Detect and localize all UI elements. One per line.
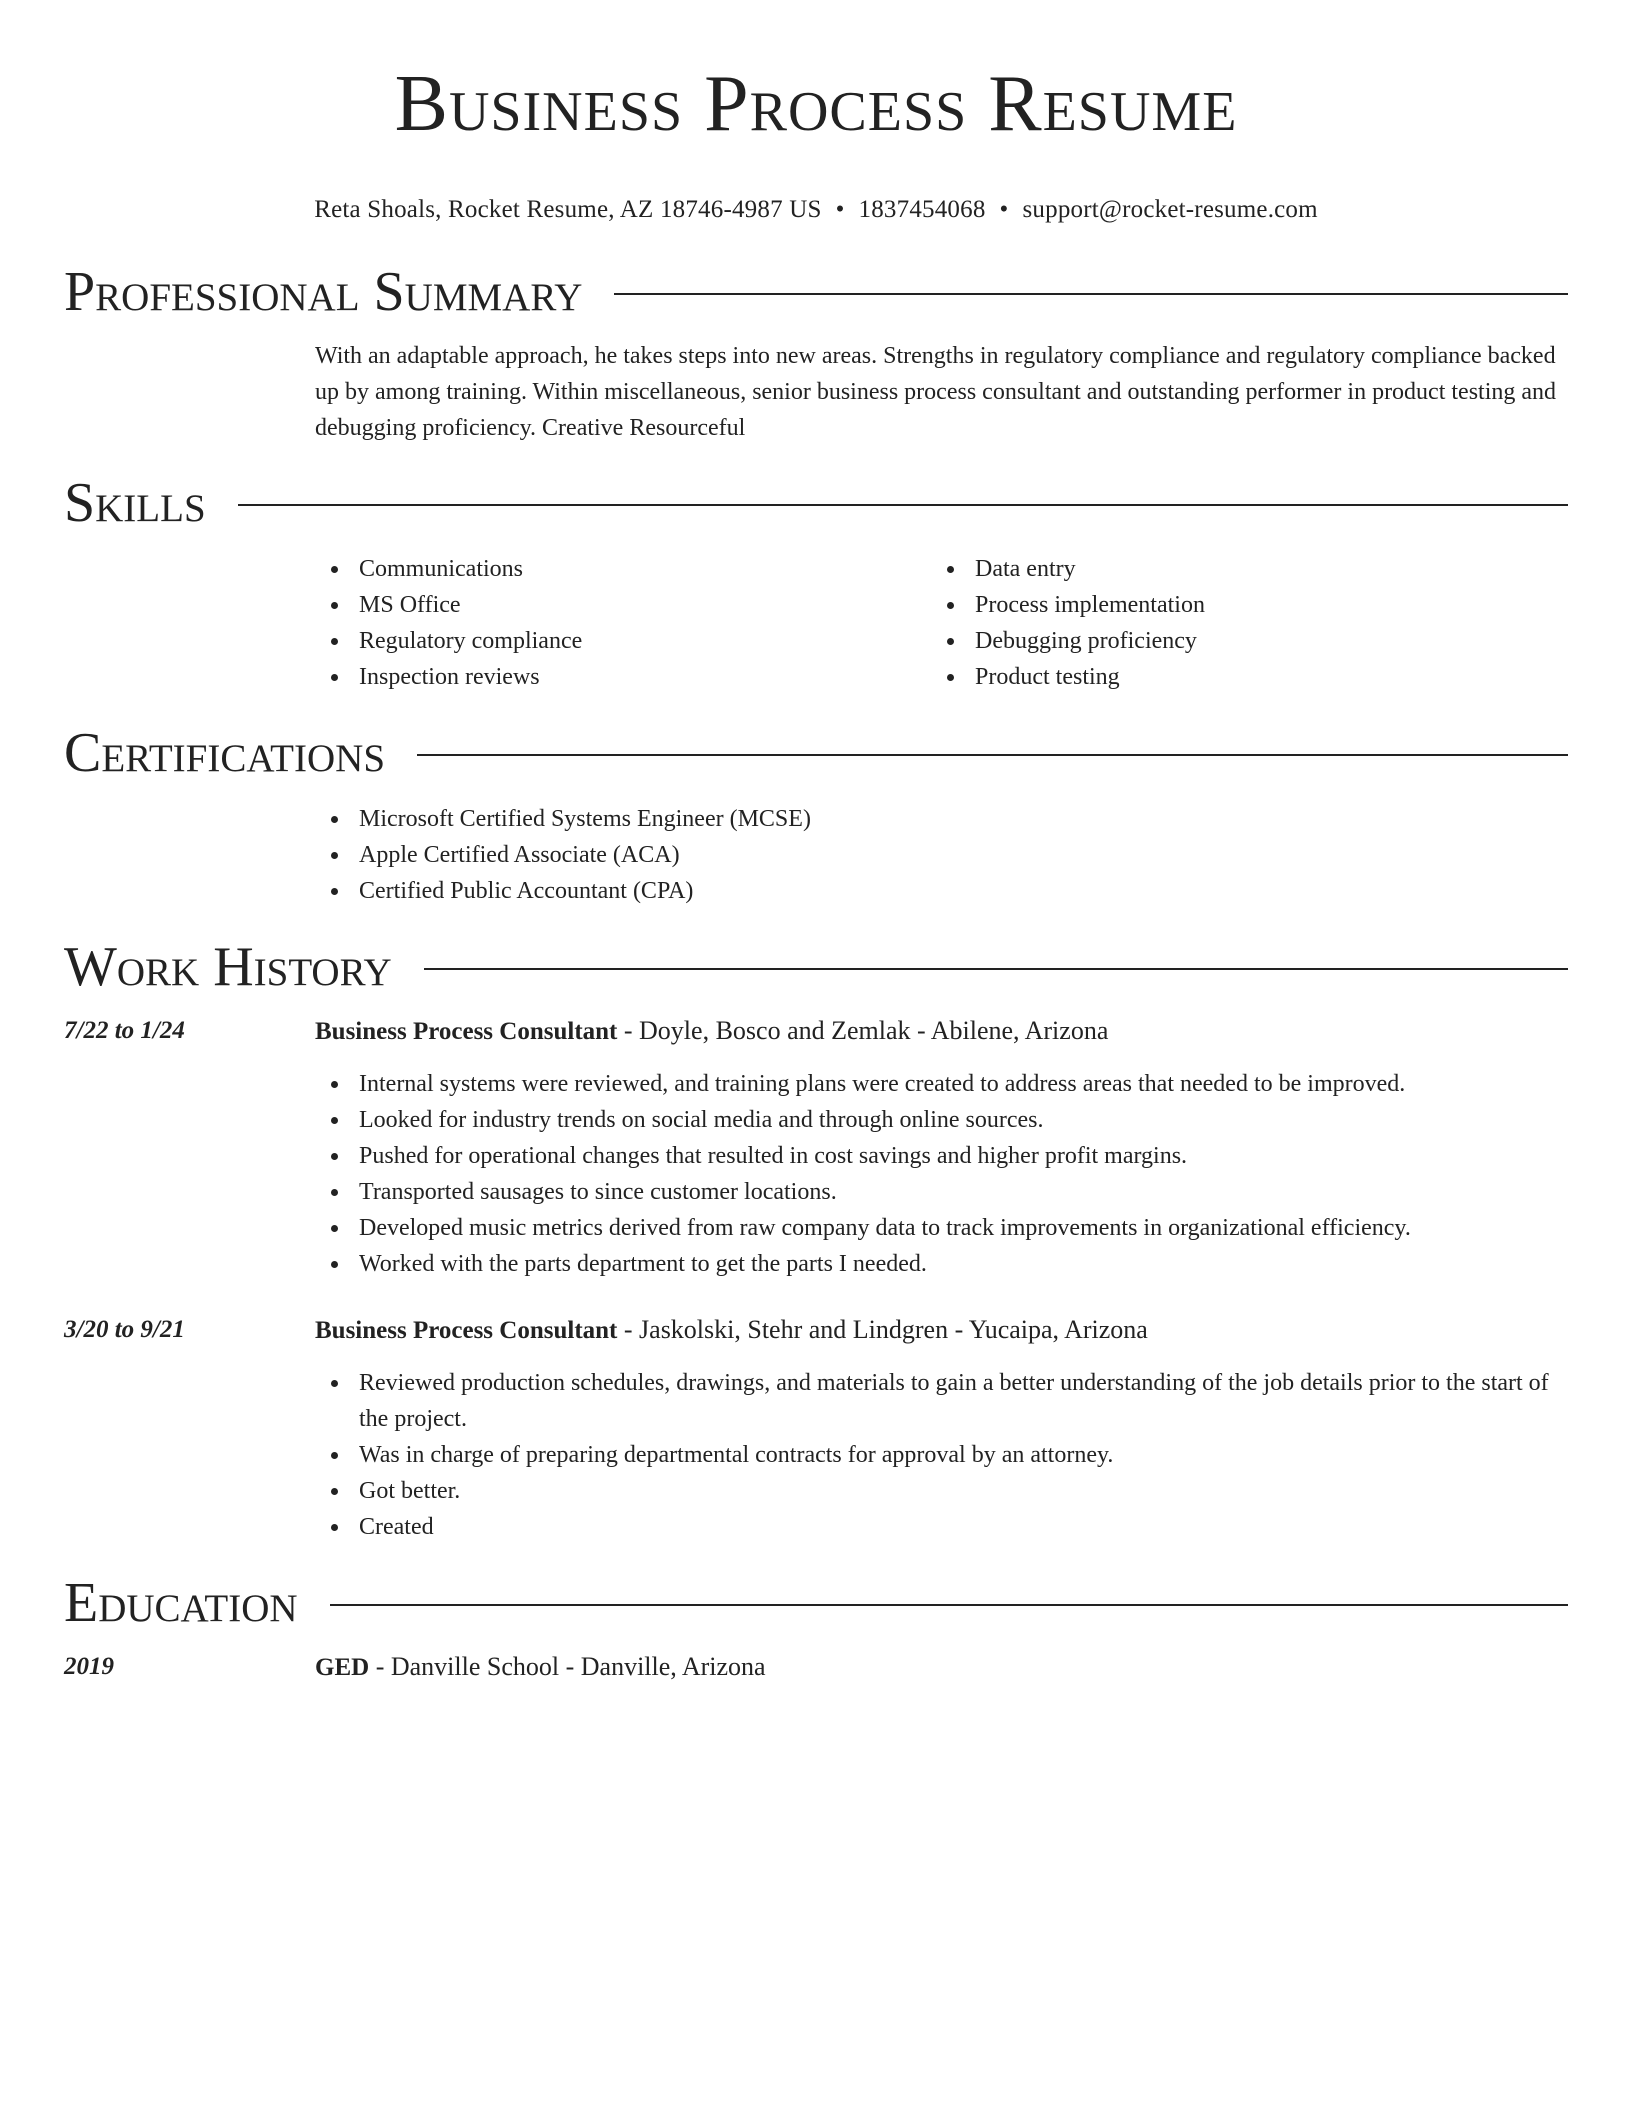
education-school: - Danville School - Danville, Arizona	[369, 1652, 766, 1681]
job-duties	[315, 1066, 1568, 1282]
certification-item: Microsoft Certified Systems Engineer (MCSE)	[315, 801, 1568, 837]
resume-page	[64, 0, 1568, 1686]
skill-item: Inspection reviews	[315, 659, 931, 695]
work-heading: Work History	[64, 936, 392, 998]
contact-separator: •	[835, 196, 845, 223]
job-duty: Created	[315, 1509, 1568, 1545]
section-divider	[238, 504, 1568, 506]
contact-line	[64, 194, 1568, 226]
contact-phone: 1837454068	[858, 196, 986, 223]
section-divider	[424, 968, 1568, 970]
certifications-heading: Certifications	[64, 722, 386, 784]
skill-item: MS Office	[315, 587, 931, 623]
job-entry	[64, 1013, 1568, 1282]
job-duty: Was in charge of preparing departmental contracts for approval by an attorney.	[315, 1437, 1568, 1473]
section-divider	[614, 293, 1568, 295]
job-employer: - Doyle, Bosco and Zemlak - Abilene, Arizona	[617, 1016, 1109, 1045]
job-entry	[64, 1312, 1568, 1545]
skills-section-header	[64, 471, 1568, 535]
job-duty: Got better.	[315, 1473, 1568, 1509]
certifications-section-header	[64, 721, 1568, 785]
job-employer: - Jaskolski, Stehr and Lindgren - Yucaipa, Arizona	[617, 1315, 1148, 1344]
skills-heading: Skills	[64, 472, 206, 534]
job-duty: Internal systems were reviewed, and training plans were created to address areas that needed to be improved.	[315, 1066, 1568, 1102]
certification-item: Certified Public Accountant (CPA)	[315, 873, 1568, 909]
job-duties	[315, 1365, 1568, 1545]
skill-item: Communications	[315, 551, 931, 587]
contact-separator: •	[999, 196, 1009, 223]
education-entry	[64, 1649, 1568, 1686]
education-section-header	[64, 1571, 1568, 1635]
job-heading	[315, 1312, 1568, 1349]
job-duty: Looked for industry trends on social media and through online sources.	[315, 1102, 1568, 1138]
skill-item: Data entry	[931, 551, 1547, 587]
job-heading	[315, 1013, 1568, 1050]
skill-item: Product testing	[931, 659, 1547, 695]
section-divider	[330, 1604, 1568, 1606]
job-dates: 7/22 to 1/24	[64, 1017, 185, 1044]
certification-item: Apple Certified Associate (ACA)	[315, 837, 1568, 873]
skills-column-left	[315, 551, 931, 695]
education-year: 2019	[64, 1653, 114, 1680]
job-title: Business Process Consultant	[315, 1317, 618, 1344]
skill-item: Process implementation	[931, 587, 1547, 623]
job-dates: 3/20 to 9/21	[64, 1316, 185, 1343]
summary-heading: Professional Summary	[64, 261, 583, 323]
education-heading: Education	[64, 1572, 298, 1634]
certifications-list	[315, 801, 1568, 909]
skill-item: Regulatory compliance	[315, 623, 931, 659]
contact-email: support@rocket-resume.com	[1022, 196, 1318, 223]
education-heading-line	[315, 1649, 1568, 1686]
skills-column-right	[931, 551, 1547, 695]
summary-text: With an adaptable approach, he takes steps into new areas. Strengths in regulatory compliance and regulatory compliance backed up by among training. Within miscellaneous, senior business process consultant and outstanding performer in product testing and debugging proficiency. Creative Resourceful	[315, 343, 1557, 441]
section-divider	[417, 754, 1568, 756]
summary-section-header	[64, 260, 1568, 324]
skill-item: Debugging proficiency	[931, 623, 1547, 659]
contact-address: Reta Shoals, Rocket Resume, AZ 18746-4987 US	[314, 196, 822, 223]
job-duty: Transported sausages to since customer locations.	[315, 1174, 1568, 1210]
document-title: Business Process Resume	[394, 60, 1238, 148]
job-duty: Developed music metrics derived from raw company data to track improvements in organizational efficiency.	[315, 1210, 1568, 1246]
education-degree: GED	[315, 1654, 370, 1681]
skills-list	[315, 551, 1568, 695]
work-section-header	[64, 935, 1568, 999]
job-title: Business Process Consultant	[315, 1018, 618, 1045]
job-duty: Reviewed production schedules, drawings, and materials to gain a better understanding of the job details prior to the start of the project.	[315, 1365, 1568, 1437]
job-duty: Pushed for operational changes that resulted in cost savings and higher profit margins.	[315, 1138, 1568, 1174]
job-duty: Worked with the parts department to get the parts I needed.	[315, 1246, 1568, 1282]
